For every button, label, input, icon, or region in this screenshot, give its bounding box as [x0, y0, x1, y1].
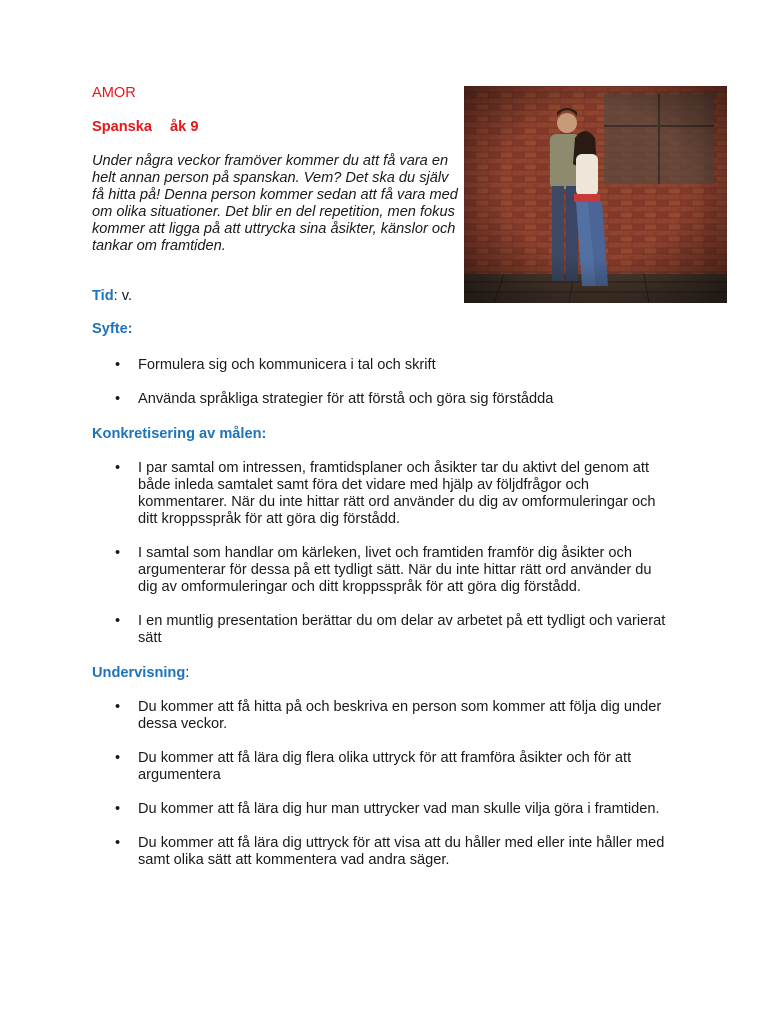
list-item: • Använda språkliga strategier för att förstå och göra sig förstådda: [115, 391, 554, 407]
teaching-heading-colon: :: [185, 665, 190, 681]
teaching-list: [92, 699, 672, 869]
bullet-icon: •: [115, 835, 121, 851]
subject-line: [92, 119, 198, 135]
purpose-heading: Syfte:: [92, 321, 133, 337]
list-item: • I samtal som handlar om kärleken, livet och framtiden framför dig åsikter och argumenterar för dessa på ett tydligt sätt. När du inte hittar rätt ord använder du dig av omformuleringar och ditt kroppsspråk för att göra dig förstådd.: [115, 545, 652, 595]
list-item: • Du kommer att få hitta på och beskriva en person som kommer att följa dig under dessa veckor.: [115, 699, 662, 732]
bullet-icon: •: [115, 391, 121, 407]
list-item: • Du kommer att få lära dig hur man uttrycker vad man skulle vilja göra i framtiden.: [115, 801, 660, 817]
time-line: [92, 288, 132, 304]
bullet-icon: •: [115, 545, 121, 561]
list-item: • Du kommer att få lära dig flera olika uttryck för att framföra åsikter och för att argumentera: [115, 750, 632, 783]
time-value: : v.: [113, 288, 133, 304]
bullet-icon: •: [115, 750, 121, 766]
document-title: AMOR: [92, 85, 136, 101]
teaching-heading: Undervisning: [92, 665, 186, 681]
time-label: Tid: [92, 288, 114, 304]
bullet-icon: •: [115, 613, 121, 629]
bullet-icon: •: [115, 460, 121, 476]
teaching-heading-line: [92, 665, 189, 681]
goals-list: [92, 460, 672, 647]
bullet-icon: •: [115, 801, 121, 817]
list-item: • I en muntlig presentation berättar du om delar av arbetet på ett tydligt och varierat sätt: [115, 613, 666, 646]
intro-paragraph: Under några veckor framöver kommer du att få vara en helt annan person på spanskan. Vem? Det ska du själv få hitta på! Denna person kommer sedan att få vara med om olika situationer. Det blir en del repetition, men fokus kommer att ligga på att uttrycka sina åsikter, känslor och tankar om framtiden.: [92, 153, 458, 254]
purpose-list: [92, 357, 672, 408]
couple-photo-image: [464, 86, 727, 303]
list-item: • I par samtal om intressen, framtidsplaner och åsikter tar du aktivt del genom att både inleda samtalet samt föra det vidare med hjälp av följdfrågor och kommentarer. När du inte hittar rätt ord använder du dig av omformuleringar och ditt kroppsspråk för att göra dig förstådd.: [115, 460, 656, 527]
bullet-icon: •: [115, 699, 121, 715]
grade-label: åk 9: [170, 119, 199, 135]
goals-heading: Konkretisering av målen:: [92, 426, 267, 442]
list-item: • Formulera sig och kommunicera i tal och skrift: [115, 357, 436, 373]
bullet-icon: •: [115, 357, 121, 373]
subject-name: Spanska: [92, 119, 153, 135]
list-item: • Du kommer att få lära dig uttryck för att visa att du håller med eller inte håller med samt olika sätt att kommentera vad andra säger.: [115, 835, 665, 868]
